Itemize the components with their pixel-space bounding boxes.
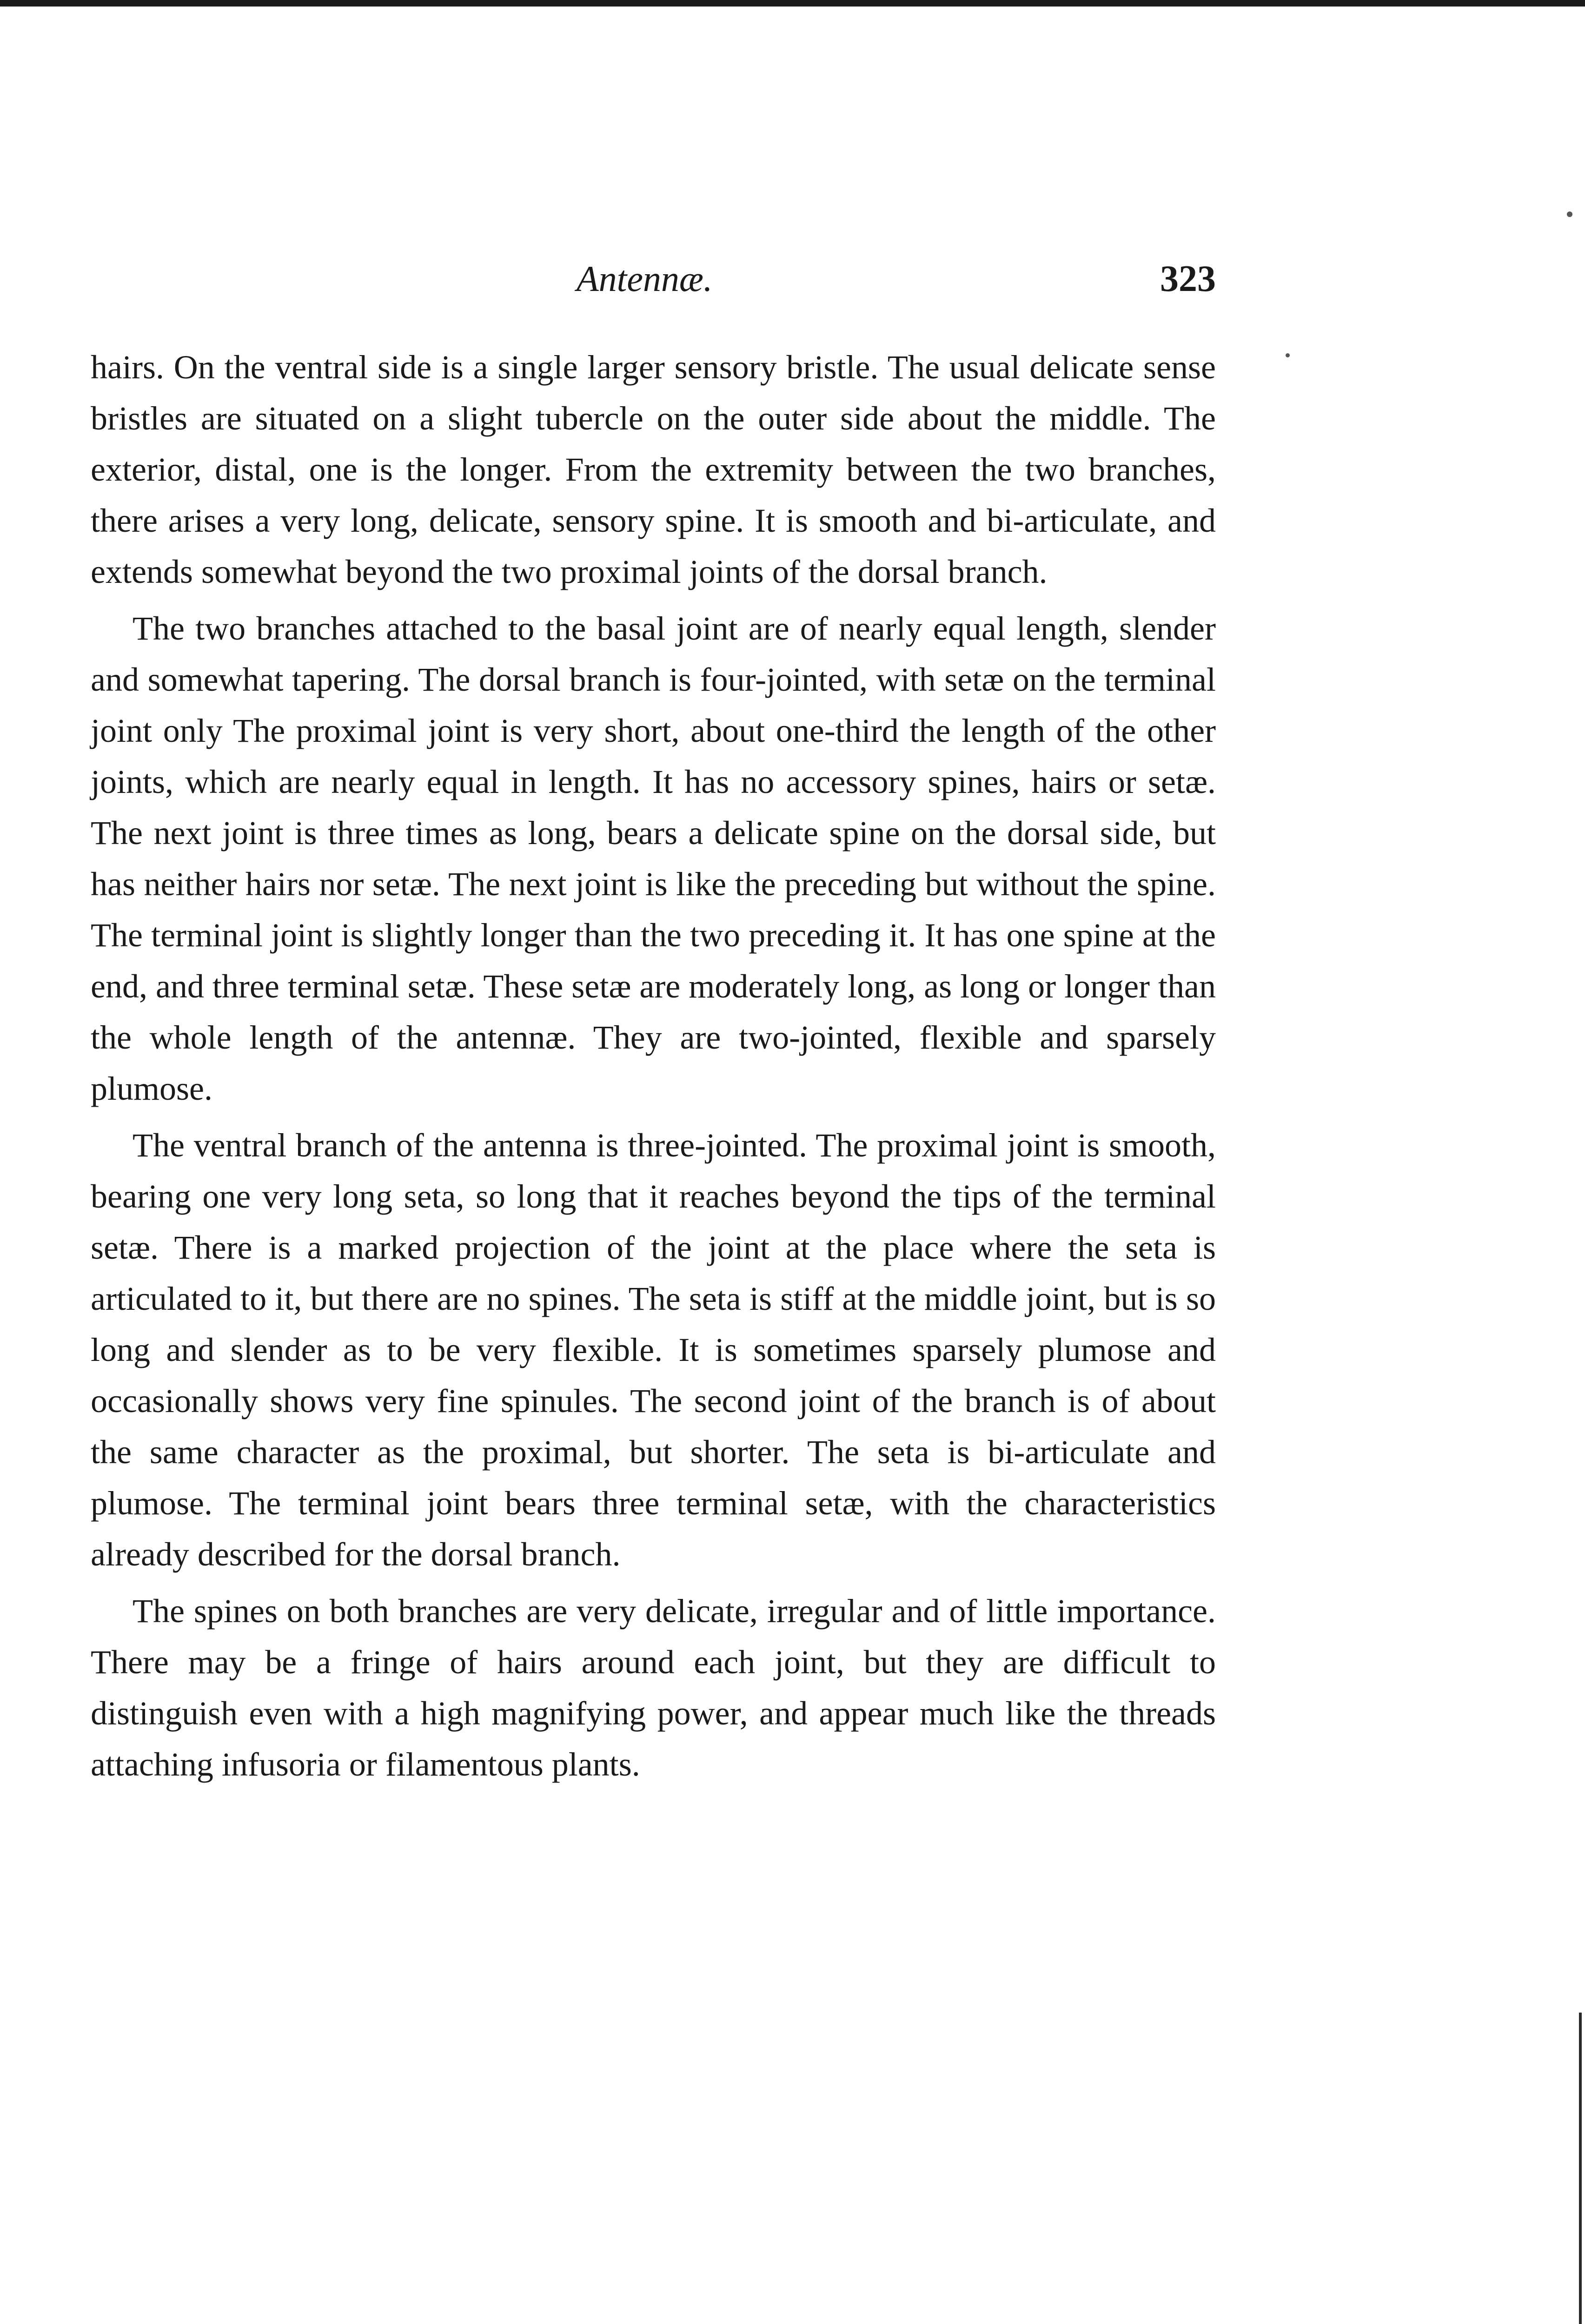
- page-number: 323: [1160, 258, 1216, 299]
- scan-right-edge-mark: [1579, 2013, 1582, 2324]
- paragraph: The spines on both branches are very delicate, irregular and of little importance. There may be a fringe of hairs around each joint, but they are difficult to distinguish even with a high magnifying power, and appear much like the threads attaching infusoria or filamentous plants.: [91, 1592, 1216, 1783]
- scan-top-border: [0, 0, 1585, 7]
- page-header: [91, 251, 1216, 316]
- paragraph: The two branches attached to the basal joint are of nearly equal length, slender and somewhat tapering. The dorsal branch is four-jointed, with setæ on the terminal joint only The proximal joint is very short, about one-third the length of the other joints, which are nearly equal in length. It has no accessory spines, hairs or setæ. The next joint is three times as long, bears a delicate spine on the dorsal side, but has neither hairs nor setæ. The next joint is like the preceding but without the spine. The terminal joint is slightly longer than the two preceding it. It has one spine at the end, and three terminal setæ. These setæ are moderately long, as long or longer than the whole length of the antennæ. They are two-jointed, flexible and sparsely plumose.: [91, 610, 1216, 1107]
- scan-speck: [1286, 353, 1290, 357]
- paragraph: The ventral branch of the antenna is three-jointed. The proximal joint is smooth, bearing one very long seta, so long that it reaches beyond the tips of the terminal setæ. There is a marked projection of the joint at the place where the seta is articulated to it, but there are no spines. The seta is stiff at the middle joint, but is so long and slender as to be very flexible. It is sometimes sparsely plumose and occasionally shows very fine spinules. The second joint of the branch is of about the same character as the proximal, but shorter. The seta is bi-articulate and plumose. The terminal joint bears three terminal setæ, with the characteristics already described for the dorsal branch.: [91, 1127, 1216, 1573]
- scan-speck: [1567, 211, 1572, 217]
- paragraph-continued: hairs. On the ventral side is a single larger sensory bristle. The usual delicate sense bristles are situated on a slight tubercle on the outer side about the middle. The exterior, distal, one is the longer. From the extremity between the two branches, there arises a very long, delicate, sensory spine. It is smooth and bi-articulate, and extends somewhat beyond the two proximal joints of the dorsal branch.: [91, 349, 1216, 590]
- page-body: [91, 342, 1216, 1790]
- running-title: Antennæ.: [577, 258, 713, 299]
